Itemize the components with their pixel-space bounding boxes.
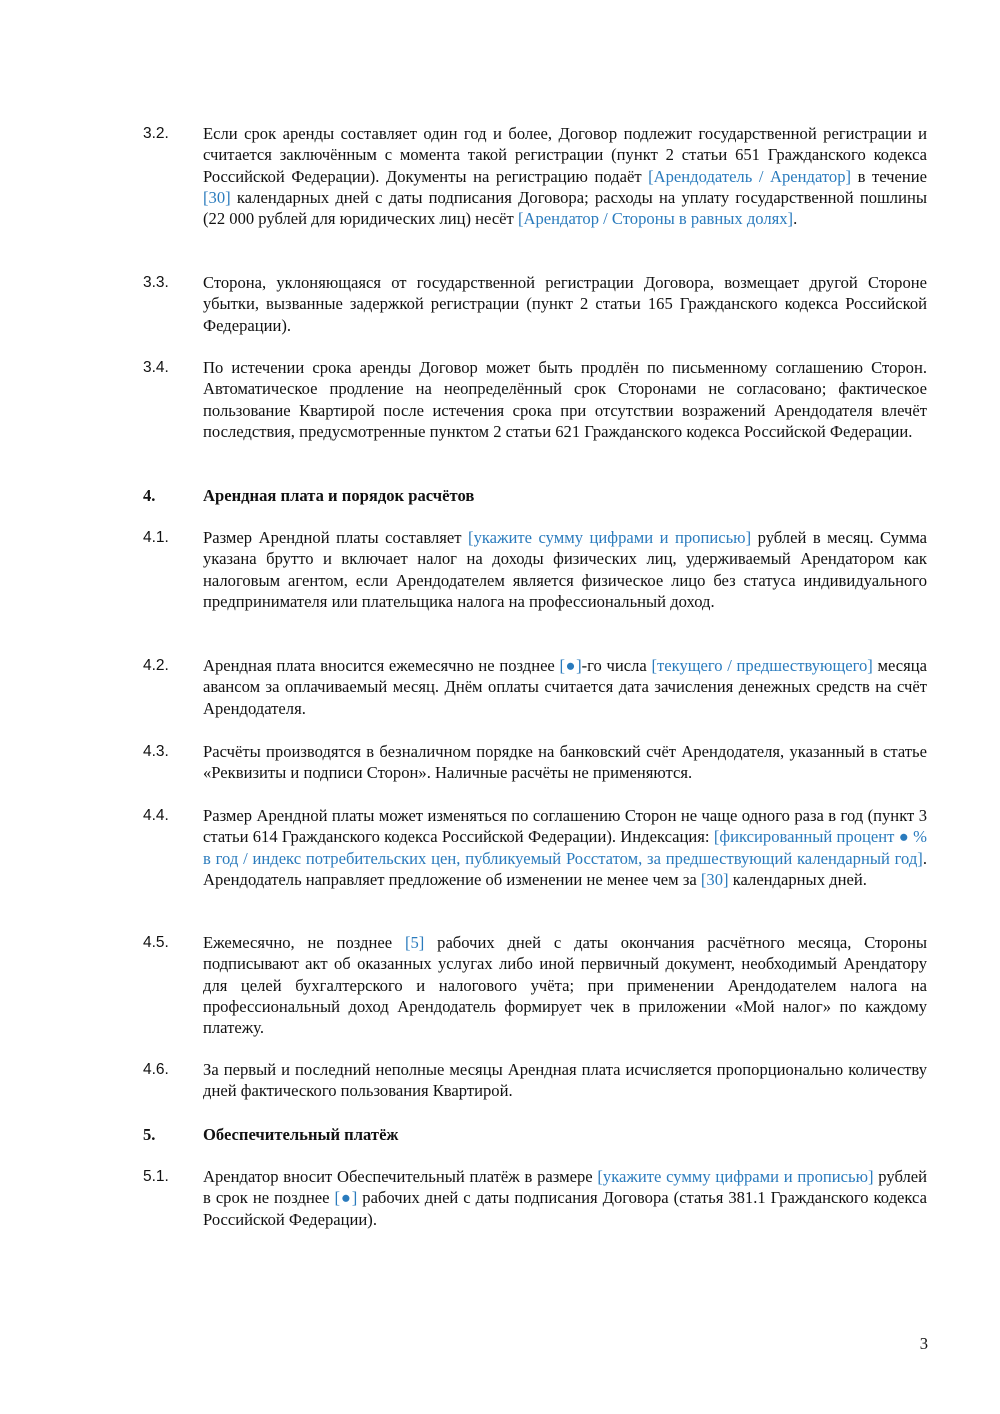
clause-text [203, 1059, 927, 1102]
placeholder-field: [укажите сумму цифрами и прописью] [597, 1167, 874, 1186]
text-run: Обеспечительный платёж [203, 1125, 399, 1144]
clause-number: 3.2. [143, 125, 169, 142]
placeholder-field: [укажите сумму цифрами и прописью] [468, 528, 752, 547]
clause-number: 3.3. [143, 274, 169, 291]
text-run: Если срок аренды составляет один год и более, Договор подлежит государственной регистрации и считается заключённым с момента такой регистрации (пункт 2 статьи 651 Гражданского кодекса Российской Федерации). Документы на регистрацию подаёт [203, 124, 927, 186]
clause-text [203, 655, 927, 719]
clause-number: 4.2. [143, 657, 169, 674]
section-title [203, 485, 927, 506]
section-title [203, 1124, 927, 1145]
clause-number: 5.1. [143, 1168, 169, 1185]
placeholder-field: [5] [404, 933, 425, 952]
text-run: Арендатор вносит Обеспечительный платёж в размере [203, 1167, 598, 1186]
text-run: Размер Арендной платы составляет [203, 528, 469, 547]
text-run: -го числа [581, 656, 652, 675]
text-run: За первый и последний неполные месяцы Арендная плата исчисляется пропорционально количеству дней фактического пользования Квартирой. [203, 1060, 927, 1101]
clause-number: 4.1. [143, 529, 169, 546]
clause-text [203, 272, 927, 336]
clause-number: 3.4. [143, 359, 169, 376]
text-run: Расчёты производятся в безналичном порядке на банковский счёт Арендодателя, указанный в статье «Реквизиты и подписи Сторон». Наличные расчёты не применяются. [203, 742, 927, 783]
clause-text [203, 932, 927, 1038]
page-number: 3 [919, 1334, 928, 1353]
placeholder-field: [●] [334, 1188, 358, 1208]
placeholder-field: [30] [700, 869, 729, 889]
text-run: Размер Арендной платы может изменяться по соглашению Сторон не чаще одного раза в год (пункт 3 статьи 614 Гражданского кодекса Российской Федерации). Индексация: [203, 806, 927, 847]
text-run: календарных дней с даты подписания Договора; расходы на уплату государственной пошлины (22 000 рублей для юридических лиц) несёт [203, 187, 927, 229]
clause-number: 4.3. [143, 743, 169, 760]
text-run: рублей в срок не позднее [203, 1167, 927, 1208]
text-run: месяца авансом за оплачиваемый месяц. Днём оплаты считается дата зачисления денежных средств на счёт Арендодателя. [203, 656, 928, 718]
clause-number: 4.5. [143, 934, 169, 951]
text-run: рабочих дней с даты подписания Договора (статья 381.1 Гражданского кодекса Российской Федерации). [203, 1188, 927, 1229]
clause-text [203, 805, 927, 890]
placeholder-field: [Арендатор / Стороны в равных долях] [517, 209, 794, 229]
text-run: рабочих дней с даты окончания расчётного месяца, Стороны подписывают акт об оказанных услугах либо иной первичный документ, необходимый Арендатору для целей бухгалтерского и налогового учёта; при применении Арендодателем налога на профессиональный доход Арендодатель формирует чек в приложении «Мой налог» по каждому платежу. [203, 933, 928, 1038]
clause-text [203, 1166, 927, 1230]
text-run: . [793, 209, 798, 229]
text-run: Ежемесячно, не позднее [203, 933, 405, 952]
placeholder-field: [●] [559, 656, 582, 675]
clause-text [203, 527, 927, 612]
text-run: в течение [851, 166, 928, 186]
placeholder-field: [30] [203, 187, 231, 207]
clause-text [203, 741, 927, 784]
clause-text [203, 123, 927, 229]
placeholder-field: [Арендодатель / Арендатор] [648, 166, 852, 186]
placeholder-field: [текущего / предшествующего] [651, 656, 873, 675]
clause-text [203, 357, 927, 442]
clause-number: 4.4. [143, 807, 169, 824]
text-run: Арендная плата вносится ежемесячно не позднее [203, 656, 560, 675]
text-run: рублей в месяц. Сумма указана брутто и включает налог на доходы физических лиц, удерживаемый Арендатором как налоговым агентом, если Арендодателем является физическое лицо без статуса индивидуального предпринимателя или плательщика налога на профессиональный доход. [203, 528, 927, 611]
text-run: . Арендодатель направляет предложение об изменении не менее чем за [203, 848, 927, 889]
clause-number: 4.6. [143, 1061, 169, 1078]
text-run: календарных дней. [728, 869, 867, 889]
text-run: Арендная плата и порядок расчётов [203, 486, 475, 505]
text-run: Сторона, уклоняющаяся от государственной регистрации Договора, возмещает другой Стороне убытки, вызванные задержкой регистрации (пункт 2 статьи 165 Гражданского кодекса Российской Федерации). [203, 273, 927, 335]
section-number: 4. [143, 486, 156, 505]
section-number: 5. [143, 1125, 156, 1144]
placeholder-field: [фиксированный процент ● % в год / индекс потребительских цен, публикуемый Росстатом, за предшествующий календарный год] [203, 827, 927, 868]
text-run: По истечении срока аренды Договор может быть продлён по письменному соглашению Сторон. Автоматическое продление на неопределённый срок Сторонами не согласовано; фактическое пользование Квартирой после истечения срока при отсутствии возражений Арендодателя влечёт последствия, предусмотренные пунктом 2 статьи 621 Гражданского кодекса Российской Федерации. [203, 358, 927, 441]
